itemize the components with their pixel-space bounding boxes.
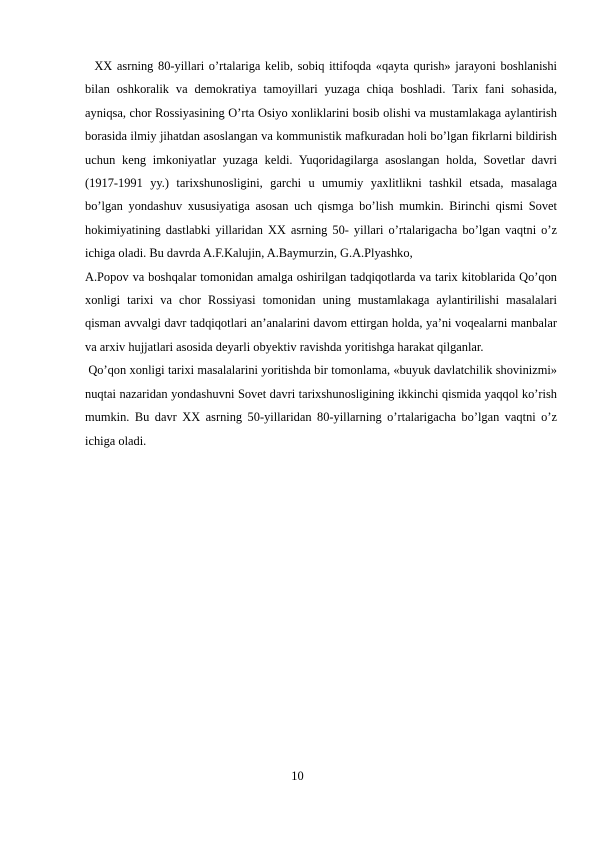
paragraph-perestroika: XX asrning 80-yillari o’rtalariga kelib, sobiq ittifoqda «qayta qurish» jarayoni boshlanishi bilan oshkoralik va demokratiya tamoyillari yuzaga chiqa boshladi. Tarix fani sohasida, ayniqsa, chor Rossiyasining O’rta Osiyo xonliklarini bosib olishi va mustamlakaga aylantirish borasida ilmiy jihatdan asoslangan va kommunistik mafkuradan holi bo’lgan fikrlarni bildirish uchun keng imkoniyatlar yuzaga keldi. Yuqoridagilarga asoslangan holda, Sovetlar davri (1917-1991 yy.) tarixshunosligini, garchi u umumiy yaxlitlikni tashkil etsada, masalaga bo’lgan yondashuv xususiyatiga asosan uch qismga bo’lish mumkin. Birinchi qismi Sovet hokimiyatining dastlabki yillaridan XX asrning 50- yillari o’rtalarigacha bo’lgan vaqtni o’z ichiga oladi. Bu davrda A.F.Kalujin, A.Baymurzin, G.A.Plyashko, <box>85 59 561 261</box>
paragraph-first-period-researchers: A.Popov va boshqalar tomonidan amalga oshirilgan tadqiqotlarda va tarix kitoblarida Qo’qon xonligi tarixi va chor Rossiyasi tomonidan uning mustamlakaga aylantirilishi masalalari qisman avvalgi davr tadqiqotlari an’analarini davom ettirgan holda, ya’ni voqealarni manbalar va arxiv hujjatlari asosida deyarli obyektiv ravishda yoritishga harakat qilganlar. <box>85 269 557 354</box>
paragraph-second-period: Qo’qon xonligi tarixi masalalarini yoritishda bir tomonlama, «buyuk davlatchilik shovinizmi» nuqtai nazaridan yondashuvni Sovet davri tarixshunosligining ikkinchi qismida yaqqol ko’rish mumkin. Bu davr XX asrning 50-yillaridan 80-yillarning o’rtalarigacha bo’lgan vaqtni o’z ichiga oladi. <box>85 363 561 448</box>
page-number: 10 <box>291 769 304 783</box>
document-body <box>85 55 561 453</box>
